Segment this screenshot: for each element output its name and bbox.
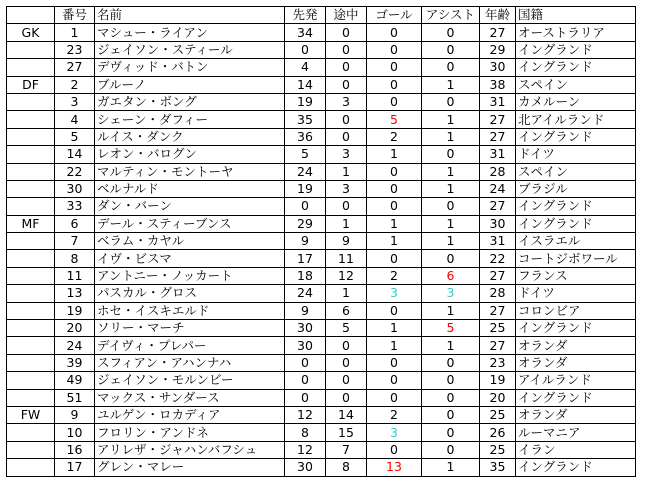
- sub-appearances-cell: 0: [326, 59, 367, 76]
- assists-cell: 0: [422, 24, 480, 41]
- number-cell: 4: [55, 111, 95, 128]
- header-number: 番号: [55, 7, 95, 24]
- sub-appearances-cell: 5: [326, 320, 367, 337]
- goals-cell: 1: [367, 337, 422, 354]
- goals-cell: 13: [367, 459, 422, 476]
- position-cell: [7, 198, 55, 215]
- starts-cell: 19: [285, 180, 326, 197]
- position-cell: [7, 128, 55, 145]
- assists-cell: 0: [422, 441, 480, 458]
- age-cell: 29: [480, 41, 516, 58]
- assists-cell: 1: [422, 111, 480, 128]
- sub-appearances-cell: 1: [326, 215, 367, 232]
- header-assists: アシスト: [422, 7, 480, 24]
- table-row: [7, 41, 636, 58]
- player-name-cell: マシュー・ライアン: [95, 24, 285, 41]
- goals-cell: 2: [367, 406, 422, 423]
- player-name-cell: デール・スティーブンス: [95, 215, 285, 232]
- goals-cell: 0: [367, 372, 422, 389]
- player-name-cell: ユルゲン・ロカディア: [95, 406, 285, 423]
- position-cell: MF: [7, 215, 55, 232]
- age-cell: 30: [480, 215, 516, 232]
- number-cell: 49: [55, 372, 95, 389]
- number-cell: 16: [55, 441, 95, 458]
- table-row: [7, 180, 636, 197]
- assists-cell: 6: [422, 267, 480, 284]
- goals-cell: 0: [367, 354, 422, 371]
- sub-appearances-cell: 0: [326, 41, 367, 58]
- goals-cell: 0: [367, 59, 422, 76]
- assists-cell: 1: [422, 337, 480, 354]
- table-row: [7, 128, 636, 145]
- nationality-cell: イスラエル: [516, 233, 636, 250]
- sub-appearances-cell: 0: [326, 354, 367, 371]
- nationality-cell: ルーマニア: [516, 424, 636, 441]
- position-cell: [7, 233, 55, 250]
- goals-cell: 0: [367, 76, 422, 93]
- position-cell: [7, 337, 55, 354]
- goals-cell: 1: [367, 215, 422, 232]
- player-name-cell: グレン・マレー: [95, 459, 285, 476]
- sub-appearances-cell: 0: [326, 128, 367, 145]
- age-cell: 27: [480, 128, 516, 145]
- nationality-cell: イングランド: [516, 389, 636, 406]
- player-name-cell: ブルーノ: [95, 76, 285, 93]
- nationality-cell: アイルランド: [516, 372, 636, 389]
- player-name-cell: デイヴィ・プレパー: [95, 337, 285, 354]
- number-cell: 6: [55, 215, 95, 232]
- table-row: [7, 406, 636, 423]
- assists-cell: 1: [422, 76, 480, 93]
- sub-appearances-cell: 3: [326, 93, 367, 110]
- player-name-cell: パスカル・グロス: [95, 285, 285, 302]
- position-cell: [7, 250, 55, 267]
- starts-cell: 12: [285, 406, 326, 423]
- goals-cell: 1: [367, 233, 422, 250]
- number-cell: 2: [55, 76, 95, 93]
- number-cell: 51: [55, 389, 95, 406]
- table-row: [7, 111, 636, 128]
- header-goals: ゴール: [367, 7, 422, 24]
- number-cell: 39: [55, 354, 95, 371]
- player-name-cell: マルティン・モントーヤ: [95, 163, 285, 180]
- nationality-cell: スペイン: [516, 76, 636, 93]
- age-cell: 19: [480, 372, 516, 389]
- assists-cell: 0: [422, 59, 480, 76]
- nationality-cell: イングランド: [516, 41, 636, 58]
- sub-appearances-cell: 1: [326, 163, 367, 180]
- player-name-cell: ベルナルド: [95, 180, 285, 197]
- sub-appearances-cell: 0: [326, 198, 367, 215]
- starts-cell: 5: [285, 146, 326, 163]
- starts-cell: 30: [285, 337, 326, 354]
- table-row: [7, 459, 636, 476]
- position-cell: [7, 302, 55, 319]
- nationality-cell: オランダ: [516, 337, 636, 354]
- age-cell: 31: [480, 93, 516, 110]
- assists-cell: 1: [422, 180, 480, 197]
- player-name-cell: ジェイソン・モルンビー: [95, 372, 285, 389]
- nationality-cell: オランダ: [516, 354, 636, 371]
- age-cell: 27: [480, 267, 516, 284]
- goals-cell: 3: [367, 424, 422, 441]
- sub-appearances-cell: 3: [326, 180, 367, 197]
- nationality-cell: イングランド: [516, 59, 636, 76]
- starts-cell: 18: [285, 267, 326, 284]
- goals-cell: 0: [367, 180, 422, 197]
- number-cell: 10: [55, 424, 95, 441]
- table-row: [7, 250, 636, 267]
- goals-cell: 0: [367, 198, 422, 215]
- table-row: [7, 76, 636, 93]
- nationality-cell: イングランド: [516, 128, 636, 145]
- number-cell: 3: [55, 93, 95, 110]
- starts-cell: 4: [285, 59, 326, 76]
- header-position: [7, 7, 55, 24]
- sub-appearances-cell: 0: [326, 111, 367, 128]
- sub-appearances-cell: 15: [326, 424, 367, 441]
- position-cell: [7, 372, 55, 389]
- assists-cell: 0: [422, 250, 480, 267]
- number-cell: 13: [55, 285, 95, 302]
- starts-cell: 36: [285, 128, 326, 145]
- table-row: [7, 424, 636, 441]
- goals-cell: 0: [367, 163, 422, 180]
- sub-appearances-cell: 3: [326, 146, 367, 163]
- starts-cell: 17: [285, 250, 326, 267]
- nationality-cell: スペイン: [516, 163, 636, 180]
- assists-cell: 5: [422, 320, 480, 337]
- sub-appearances-cell: 12: [326, 267, 367, 284]
- number-cell: 5: [55, 128, 95, 145]
- nationality-cell: ブラジル: [516, 180, 636, 197]
- age-cell: 25: [480, 441, 516, 458]
- assists-cell: 0: [422, 198, 480, 215]
- number-cell: 27: [55, 59, 95, 76]
- number-cell: 23: [55, 41, 95, 58]
- age-cell: 30: [480, 59, 516, 76]
- player-name-cell: ソリー・マーチ: [95, 320, 285, 337]
- starts-cell: 35: [285, 111, 326, 128]
- player-name-cell: マックス・サンダース: [95, 389, 285, 406]
- age-cell: 38: [480, 76, 516, 93]
- goals-cell: 0: [367, 93, 422, 110]
- starts-cell: 19: [285, 93, 326, 110]
- starts-cell: 24: [285, 163, 326, 180]
- nationality-cell: コートジボワール: [516, 250, 636, 267]
- sub-appearances-cell: 14: [326, 406, 367, 423]
- position-cell: [7, 111, 55, 128]
- position-cell: [7, 267, 55, 284]
- age-cell: 35: [480, 459, 516, 476]
- number-cell: 24: [55, 337, 95, 354]
- position-cell: GK: [7, 24, 55, 41]
- table-row: [7, 320, 636, 337]
- age-cell: 27: [480, 302, 516, 319]
- nationality-cell: イラン: [516, 441, 636, 458]
- header-starts: 先発: [285, 7, 326, 24]
- player-name-cell: ガエタン・ボング: [95, 93, 285, 110]
- age-cell: 31: [480, 233, 516, 250]
- table-row: [7, 93, 636, 110]
- age-cell: 20: [480, 389, 516, 406]
- table-row: [7, 163, 636, 180]
- goals-cell: 2: [367, 267, 422, 284]
- sub-appearances-cell: 8: [326, 459, 367, 476]
- table-row: [7, 198, 636, 215]
- position-cell: [7, 320, 55, 337]
- assists-cell: 0: [422, 406, 480, 423]
- assists-cell: 3: [422, 285, 480, 302]
- number-cell: 17: [55, 459, 95, 476]
- position-cell: [7, 459, 55, 476]
- player-name-cell: ダン・バーン: [95, 198, 285, 215]
- number-cell: 19: [55, 302, 95, 319]
- player-name-cell: ルイス・ダンク: [95, 128, 285, 145]
- age-cell: 28: [480, 285, 516, 302]
- squad-stats-table: [6, 6, 636, 477]
- header-nationality: 国籍: [516, 7, 636, 24]
- age-cell: 28: [480, 163, 516, 180]
- player-name-cell: アリレザ・ジャハンバフシュ: [95, 441, 285, 458]
- position-cell: DF: [7, 76, 55, 93]
- table-row: [7, 24, 636, 41]
- sub-appearances-cell: 9: [326, 233, 367, 250]
- nationality-cell: イングランド: [516, 198, 636, 215]
- number-cell: 1: [55, 24, 95, 41]
- sub-appearances-cell: 0: [326, 389, 367, 406]
- table-row: [7, 389, 636, 406]
- starts-cell: 14: [285, 76, 326, 93]
- table-row: [7, 59, 636, 76]
- goals-cell: 0: [367, 24, 422, 41]
- nationality-cell: オランダ: [516, 406, 636, 423]
- player-name-cell: フロリン・アンドネ: [95, 424, 285, 441]
- age-cell: 31: [480, 146, 516, 163]
- assists-cell: 1: [422, 302, 480, 319]
- age-cell: 26: [480, 424, 516, 441]
- goals-cell: 1: [367, 146, 422, 163]
- assists-cell: 0: [422, 424, 480, 441]
- nationality-cell: イングランド: [516, 215, 636, 232]
- position-cell: [7, 93, 55, 110]
- number-cell: 7: [55, 233, 95, 250]
- age-cell: 22: [480, 250, 516, 267]
- position-cell: [7, 424, 55, 441]
- goals-cell: 1: [367, 320, 422, 337]
- sub-appearances-cell: 0: [326, 24, 367, 41]
- assists-cell: 0: [422, 93, 480, 110]
- table-row: [7, 146, 636, 163]
- age-cell: 25: [480, 320, 516, 337]
- number-cell: 11: [55, 267, 95, 284]
- sub-appearances-cell: 0: [326, 76, 367, 93]
- player-name-cell: ベラム・カヤル: [95, 233, 285, 250]
- sub-appearances-cell: 0: [326, 337, 367, 354]
- goals-cell: 0: [367, 441, 422, 458]
- age-cell: 23: [480, 354, 516, 371]
- number-cell: 14: [55, 146, 95, 163]
- age-cell: 27: [480, 337, 516, 354]
- starts-cell: 0: [285, 372, 326, 389]
- position-cell: [7, 163, 55, 180]
- assists-cell: 0: [422, 41, 480, 58]
- assists-cell: 0: [422, 372, 480, 389]
- position-cell: [7, 285, 55, 302]
- position-cell: [7, 180, 55, 197]
- table-row: [7, 233, 636, 250]
- starts-cell: 24: [285, 285, 326, 302]
- assists-cell: 1: [422, 233, 480, 250]
- goals-cell: 0: [367, 389, 422, 406]
- starts-cell: 29: [285, 215, 326, 232]
- assists-cell: 1: [422, 459, 480, 476]
- starts-cell: 0: [285, 389, 326, 406]
- nationality-cell: ドイツ: [516, 285, 636, 302]
- nationality-cell: カメルーン: [516, 93, 636, 110]
- assists-cell: 0: [422, 146, 480, 163]
- table-row: [7, 372, 636, 389]
- goals-cell: 0: [367, 41, 422, 58]
- sub-appearances-cell: 0: [326, 372, 367, 389]
- assists-cell: 0: [422, 354, 480, 371]
- starts-cell: 30: [285, 459, 326, 476]
- starts-cell: 12: [285, 441, 326, 458]
- nationality-cell: イングランド: [516, 459, 636, 476]
- player-name-cell: スフィアン・アハンナハ: [95, 354, 285, 371]
- player-name-cell: デヴィッド・バトン: [95, 59, 285, 76]
- position-cell: [7, 59, 55, 76]
- assists-cell: 1: [422, 163, 480, 180]
- age-cell: 25: [480, 406, 516, 423]
- nationality-cell: ドイツ: [516, 146, 636, 163]
- goals-cell: 0: [367, 302, 422, 319]
- goals-cell: 0: [367, 250, 422, 267]
- assists-cell: 1: [422, 215, 480, 232]
- goals-cell: 5: [367, 111, 422, 128]
- table-row: [7, 215, 636, 232]
- nationality-cell: フランス: [516, 267, 636, 284]
- starts-cell: 34: [285, 24, 326, 41]
- sub-appearances-cell: 6: [326, 302, 367, 319]
- nationality-cell: 北アイルランド: [516, 111, 636, 128]
- starts-cell: 9: [285, 302, 326, 319]
- number-cell: 33: [55, 198, 95, 215]
- assists-cell: 0: [422, 389, 480, 406]
- nationality-cell: イングランド: [516, 320, 636, 337]
- number-cell: 30: [55, 180, 95, 197]
- starts-cell: 0: [285, 41, 326, 58]
- header-row: [7, 7, 636, 24]
- assists-cell: 1: [422, 128, 480, 145]
- player-name-cell: レオン・バログン: [95, 146, 285, 163]
- starts-cell: 9: [285, 233, 326, 250]
- number-cell: 20: [55, 320, 95, 337]
- age-cell: 27: [480, 24, 516, 41]
- position-cell: FW: [7, 406, 55, 423]
- sub-appearances-cell: 1: [326, 285, 367, 302]
- age-cell: 27: [480, 198, 516, 215]
- header-age: 年齢: [480, 7, 516, 24]
- position-cell: [7, 389, 55, 406]
- position-cell: [7, 441, 55, 458]
- goals-cell: 3: [367, 285, 422, 302]
- player-name-cell: ジェイソン・スティール: [95, 41, 285, 58]
- number-cell: 8: [55, 250, 95, 267]
- nationality-cell: コロンビア: [516, 302, 636, 319]
- sub-appearances-cell: 11: [326, 250, 367, 267]
- table-row: [7, 354, 636, 371]
- header-name: 名前: [95, 7, 285, 24]
- sub-appearances-cell: 7: [326, 441, 367, 458]
- age-cell: 27: [480, 111, 516, 128]
- table-row: [7, 441, 636, 458]
- starts-cell: 8: [285, 424, 326, 441]
- age-cell: 24: [480, 180, 516, 197]
- player-name-cell: イヴ・ビスマ: [95, 250, 285, 267]
- goals-cell: 2: [367, 128, 422, 145]
- position-cell: [7, 41, 55, 58]
- table-row: [7, 267, 636, 284]
- player-name-cell: シェーン・ダフィー: [95, 111, 285, 128]
- starts-cell: 0: [285, 354, 326, 371]
- table-row: [7, 337, 636, 354]
- table-row: [7, 302, 636, 319]
- nationality-cell: オーストラリア: [516, 24, 636, 41]
- starts-cell: 30: [285, 320, 326, 337]
- player-name-cell: ホセ・イスキエルド: [95, 302, 285, 319]
- number-cell: 9: [55, 406, 95, 423]
- position-cell: [7, 146, 55, 163]
- table-row: [7, 285, 636, 302]
- starts-cell: 0: [285, 198, 326, 215]
- position-cell: [7, 354, 55, 371]
- header-sub-appearances: 途中: [326, 7, 367, 24]
- player-name-cell: アントニー・ノッカート: [95, 267, 285, 284]
- number-cell: 22: [55, 163, 95, 180]
